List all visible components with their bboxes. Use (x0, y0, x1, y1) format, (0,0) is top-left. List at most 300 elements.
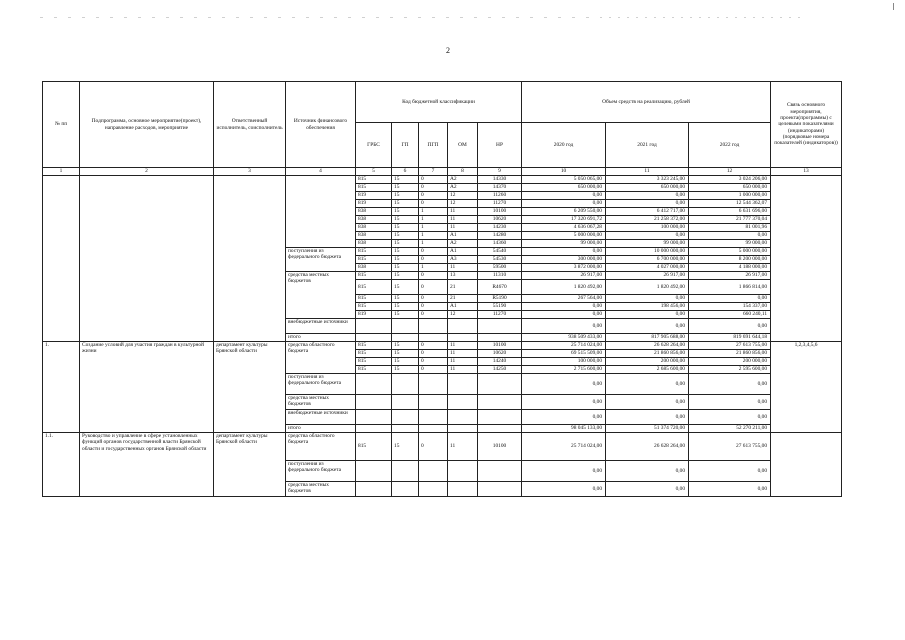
nr-cell: 14230 (478, 224, 522, 232)
table-header-row (43, 82, 842, 123)
empty-code-cell (448, 319, 478, 334)
header-executor: Ответственный исполнитель, соисполнитель (214, 82, 286, 168)
grbs-cell: 838 (356, 208, 392, 216)
empty-code-cell (419, 410, 448, 425)
amount-2020: 0,00 (522, 461, 606, 482)
amount-2020: 0,00 (522, 303, 606, 311)
amount-2021: 0,00 (606, 295, 689, 303)
nr-cell: 10620 (478, 216, 522, 224)
budget-table (42, 81, 842, 497)
nr-cell: R5190 (478, 295, 522, 303)
empty-code-cell (356, 319, 392, 334)
pgp-cell: 0 (419, 295, 448, 303)
empty-code-cell (419, 482, 448, 497)
om-cell: 13 (448, 272, 478, 280)
grbs-cell: 819 (356, 200, 392, 208)
grbs-cell: 819 (356, 192, 392, 200)
amount-2020: 100 000,00 (522, 358, 606, 366)
om-cell: А2 (448, 184, 478, 192)
empty-code-cell (478, 482, 522, 497)
header-code: ПГП (419, 123, 448, 168)
header-year: 2021 год (606, 123, 689, 168)
om-cell: А2 (448, 176, 478, 184)
pgp-cell: 0 (419, 192, 448, 200)
source-regional: средства областного бюджета (286, 433, 356, 461)
amount-2020: 0,00 (522, 374, 606, 395)
amount-2021: 2 685 600,00 (606, 366, 689, 374)
empty-code-cell (356, 425, 392, 433)
nr-cell: 54530 (478, 256, 522, 264)
empty-code-cell (448, 482, 478, 497)
empty-code-cell (478, 319, 522, 334)
empty-code-cell (356, 374, 392, 395)
amount-2022: 0,00 (689, 295, 771, 303)
empty-code-cell (419, 425, 448, 433)
empty-code-cell (419, 395, 448, 410)
pgp-cell: 0 (419, 184, 448, 192)
nr-cell: 14240 (478, 358, 522, 366)
header-link: Связь основного мероприятия, проекта(программы) с целевыми показателями (индикаторами) (порядковые номера показателей (индикаторов)) (771, 82, 842, 168)
amount-2021: 21 860 856,00 (606, 350, 689, 358)
amount-2021: 10 000 000,00 (606, 248, 689, 256)
amount-2022: 0,00 (689, 374, 771, 395)
program-cell: Создание условий для участия граждан в культурной жизни (80, 342, 214, 433)
amount-2022: 5 000 000,00 (689, 248, 771, 256)
amount-2020: 300 000,00 (522, 256, 606, 264)
amount-2021: 1 820 492,00 (606, 280, 689, 295)
grbs-cell: 815 (356, 272, 392, 280)
amount-2022: 0,00 (689, 482, 771, 497)
col-number: 8 (448, 168, 478, 176)
empty-code-cell (356, 482, 392, 497)
amount-2021: 26 628 264,00 (606, 433, 689, 461)
om-cell: 11 (448, 208, 478, 216)
source-offbudget: внебюджетные источники (286, 410, 356, 425)
grbs-cell: 815 (356, 256, 392, 264)
empty-code-cell (478, 334, 522, 342)
amount-2022: 12 544 362,07 (689, 200, 771, 208)
nr-cell: 11310 (478, 272, 522, 280)
col-number: 3 (214, 168, 286, 176)
amount-2020: 2 715 600,00 (522, 366, 606, 374)
amount-2020: 0,00 (522, 410, 606, 425)
empty-code-cell (478, 374, 522, 395)
empty-code-cell (392, 425, 419, 433)
amount-2022: 154 337,00 (689, 303, 771, 311)
empty-code-cell (392, 482, 419, 497)
col-number: 5 (356, 168, 392, 176)
source-local: средства местных бюджетов (286, 482, 356, 497)
amount-2022: 52 270 211,00 (689, 425, 771, 433)
amount-2021: 650 000,00 (606, 184, 689, 192)
amount-2021: 0,00 (606, 374, 689, 395)
col-number: 4 (286, 168, 356, 176)
gp-cell: 15 (392, 350, 419, 358)
header-year: 2022 год (689, 123, 771, 168)
gp-cell: 15 (392, 184, 419, 192)
nr-cell: 11260 (478, 192, 522, 200)
amount-2021: 0,00 (606, 395, 689, 410)
source-regional: средства областного бюджета (286, 342, 356, 374)
no-cell: 1.1. (43, 433, 80, 497)
pgp-cell: 0 (419, 303, 448, 311)
nr-cell: 10100 (478, 342, 522, 350)
amount-2022: 8 200 000,00 (689, 256, 771, 264)
link-cell: 1,2,3,4,5,6 (771, 342, 842, 433)
om-cell: 11 (448, 224, 478, 232)
amount-2020: 0,00 (522, 311, 606, 319)
nr-cell: 10100 (478, 208, 522, 216)
gp-cell: 15 (392, 342, 419, 350)
amount-2020: 267 564,00 (522, 295, 606, 303)
amount-2021: 100 000,00 (606, 224, 689, 232)
pgp-cell: 0 (419, 366, 448, 374)
block-c (43, 433, 842, 497)
amount-2021: 0,00 (606, 319, 689, 334)
gp-cell: 15 (392, 366, 419, 374)
pgp-cell: 1 (419, 224, 448, 232)
grbs-cell: 815 (356, 295, 392, 303)
amount-2021: 198 456,00 (606, 303, 689, 311)
pgp-cell: 0 (419, 433, 448, 461)
amount-2020: 3 872 000,00 (522, 264, 606, 272)
empty-code-cell (478, 395, 522, 410)
gp-cell: 15 (392, 256, 419, 264)
gp-cell: 15 (392, 192, 419, 200)
nr-cell: 14370 (478, 184, 522, 192)
om-cell: 21 (448, 295, 478, 303)
gp-cell: 15 (392, 358, 419, 366)
om-cell: 21 (448, 280, 478, 295)
pgp-cell: 0 (419, 350, 448, 358)
gp-cell: 15 (392, 433, 419, 461)
amount-2022: 0,00 (689, 319, 771, 334)
pgp-cell: 0 (419, 280, 448, 295)
nr-cell: 14330 (478, 176, 522, 184)
no-cell (43, 176, 80, 342)
om-cell: 12 (448, 192, 478, 200)
amount-2021: 26 628 264,00 (606, 342, 689, 350)
om-cell: 11 (448, 216, 478, 224)
nr-cell: 54540 (478, 248, 522, 256)
empty-code-cell (356, 461, 392, 482)
amount-2022: 26 917,00 (689, 272, 771, 280)
header-source: Источник финансового обеспечения (286, 82, 356, 168)
grbs-cell: 815 (356, 176, 392, 184)
grbs-cell: 838 (356, 216, 392, 224)
no-cell: 1. (43, 342, 80, 433)
amount-2022: 650 000,00 (689, 184, 771, 192)
block-b (43, 342, 842, 433)
pgp-cell: 1 (419, 264, 448, 272)
empty-code-cell (448, 334, 478, 342)
empty-code-cell (448, 410, 478, 425)
amount-2020: 0,00 (522, 200, 606, 208)
program-cell (80, 176, 214, 342)
amount-2021: 0,00 (606, 461, 689, 482)
source-local: средства местных бюджетов (286, 272, 356, 319)
empty-code-cell (478, 410, 522, 425)
nr-cell: 11270 (478, 311, 522, 319)
empty-code-cell (419, 334, 448, 342)
amount-2021: 26 917,00 (606, 272, 689, 280)
amount-2022: 27 613 755,00 (689, 342, 771, 350)
column-numbers-row (43, 168, 842, 176)
gp-cell: 15 (392, 200, 419, 208)
amount-2021: 0,00 (606, 410, 689, 425)
om-cell: 11 (448, 358, 478, 366)
grbs-cell: 815 (356, 433, 392, 461)
empty-code-cell (419, 319, 448, 334)
empty-code-cell (392, 461, 419, 482)
grbs-cell: 815 (356, 350, 392, 358)
gp-cell: 15 (392, 176, 419, 184)
amount-2020: 6 209 550,00 (522, 208, 606, 216)
grbs-cell: 815 (356, 280, 392, 295)
amount-2020: 0,00 (522, 482, 606, 497)
grbs-cell: 838 (356, 240, 392, 248)
amount-2022: 1 866 814,00 (689, 280, 771, 295)
header-code: ГРБС (356, 123, 392, 168)
gp-cell: 15 (392, 295, 419, 303)
amount-2021: 6 700 000,00 (606, 256, 689, 264)
nr-cell: 59500 (478, 264, 522, 272)
amount-2021: 0,00 (606, 232, 689, 240)
col-number: 12 (689, 168, 771, 176)
gp-cell: 15 (392, 303, 419, 311)
empty-code-cell (392, 334, 419, 342)
amount-2020: 25 714 024,00 (522, 433, 606, 461)
amount-2020: 26 917,00 (522, 272, 606, 280)
table-row (43, 176, 842, 184)
amount-2020: 69 515 509,00 (522, 350, 606, 358)
col-number: 11 (606, 168, 689, 176)
col-number: 1 (43, 168, 80, 176)
col-number: 9 (478, 168, 522, 176)
empty-code-cell (356, 334, 392, 342)
gp-cell: 15 (392, 232, 419, 240)
om-cell: А1 (448, 232, 478, 240)
amount-2022: 27 613 755,00 (689, 433, 771, 461)
om-cell: 11 (448, 366, 478, 374)
pgp-cell: 0 (419, 248, 448, 256)
amount-2022: 200 000,00 (689, 358, 771, 366)
amount-2022: 0,00 (689, 232, 771, 240)
table-row (43, 342, 842, 350)
grbs-cell: 838 (356, 224, 392, 232)
amount-2020: 1 820 492,00 (522, 280, 606, 295)
empty-code-cell (419, 374, 448, 395)
amount-2020: 0,00 (522, 395, 606, 410)
amount-2021: 0,00 (606, 482, 689, 497)
amount-2022: 819 691 644,18 (689, 334, 771, 342)
executor-cell (214, 176, 286, 342)
nr-cell: 11270 (478, 200, 522, 208)
pgp-cell: 1 (419, 216, 448, 224)
om-cell: 11 (448, 350, 478, 358)
col-number: 10 (522, 168, 606, 176)
col-number: 13 (771, 168, 842, 176)
link-cell (771, 433, 842, 497)
executor-cell: департамент культуры Брянской области (214, 342, 286, 433)
table-row (43, 433, 842, 461)
om-cell: 11 (448, 342, 478, 350)
source-cell (286, 176, 356, 248)
om-cell: 12 (448, 200, 478, 208)
empty-code-cell (356, 410, 392, 425)
om-cell: А1 (448, 248, 478, 256)
empty-code-cell (392, 410, 419, 425)
header-codes-group: Код бюджетной классификации (356, 82, 522, 123)
grbs-cell: 815 (356, 184, 392, 192)
amount-2021: 51 374 720,00 (606, 425, 689, 433)
amount-2021: 0,00 (606, 311, 689, 319)
nr-cell: 10100 (478, 433, 522, 461)
executor-cell: департамент культуры Брянской области (214, 433, 286, 497)
amount-2021: 4 027 000,00 (606, 264, 689, 272)
col-number: 6 (392, 168, 419, 176)
nr-cell: 14360 (478, 240, 522, 248)
pgp-cell: 1 (419, 232, 448, 240)
empty-code-cell (356, 395, 392, 410)
scan-mark (893, 3, 894, 10)
grbs-cell: 815 (356, 303, 392, 311)
empty-code-cell (448, 395, 478, 410)
grbs-cell: 819 (356, 311, 392, 319)
pgp-cell: 0 (419, 358, 448, 366)
amount-2020: 0,00 (522, 248, 606, 256)
nr-cell: 55190 (478, 303, 522, 311)
grbs-cell: 838 (356, 232, 392, 240)
pgp-cell: 0 (419, 342, 448, 350)
amount-2021: 3 323 245,00 (606, 176, 689, 184)
nr-cell: 10620 (478, 350, 522, 358)
om-cell: А3 (448, 256, 478, 264)
nr-cell: R4670 (478, 280, 522, 295)
grbs-cell: 815 (356, 366, 392, 374)
amount-2021: 99 000,00 (606, 240, 689, 248)
empty-code-cell (392, 374, 419, 395)
source-federal: поступления из федерального бюджета (286, 461, 356, 482)
om-cell: 11 (448, 433, 478, 461)
source-federal: поступления из федерального бюджета (286, 374, 356, 395)
amount-2022: 3 024 206,00 (689, 176, 771, 184)
gp-cell: 15 (392, 240, 419, 248)
header-program: Подпрограмма, основное мероприятие(проект), направление расходов, мероприятие (80, 82, 214, 168)
amount-2021: 200 000,00 (606, 358, 689, 366)
om-cell: 12 (448, 311, 478, 319)
amount-2020: 650 000,00 (522, 184, 606, 192)
empty-code-cell (448, 461, 478, 482)
empty-code-cell (419, 461, 448, 482)
header-amounts-group: Объем средств на реализацию, рублей (522, 82, 771, 123)
amount-2021: 6 412 717,00 (606, 208, 689, 216)
link-cell (771, 176, 842, 342)
amount-2022: 6 631 696,00 (689, 208, 771, 216)
amount-2022: 0,00 (689, 410, 771, 425)
gp-cell: 15 (392, 224, 419, 232)
gp-cell: 15 (392, 208, 419, 216)
amount-2021: 21 258 372,00 (606, 216, 689, 224)
empty-code-cell (448, 425, 478, 433)
gp-cell: 15 (392, 280, 419, 295)
pgp-cell: 0 (419, 256, 448, 264)
amount-2022: 99 000,00 (689, 240, 771, 248)
gp-cell: 15 (392, 272, 419, 280)
header-code: ГП (392, 123, 419, 168)
amount-2020: 0,00 (522, 192, 606, 200)
amount-2020: 0,00 (522, 319, 606, 334)
amount-2021: 817 905 688,00 (606, 334, 689, 342)
page-number: 2 (446, 46, 450, 55)
amount-2020: 5 050 065,00 (522, 176, 606, 184)
grbs-cell: 815 (356, 342, 392, 350)
amount-2020: 98 045 133,00 (522, 425, 606, 433)
gp-cell: 15 (392, 311, 419, 319)
source-total: итого (286, 425, 356, 433)
source-total: итого (286, 334, 356, 342)
pgp-cell: 1 (419, 208, 448, 216)
empty-code-cell (448, 374, 478, 395)
om-cell: 11 (448, 264, 478, 272)
amount-2022: 0,00 (689, 395, 771, 410)
empty-code-cell (478, 461, 522, 482)
nr-cell: 14250 (478, 366, 522, 374)
empty-code-cell (392, 319, 419, 334)
gp-cell: 15 (392, 248, 419, 256)
col-number: 2 (80, 168, 214, 176)
pgp-cell: 0 (419, 200, 448, 208)
pgp-cell: 0 (419, 272, 448, 280)
grbs-cell: 815 (356, 248, 392, 256)
col-number: 7 (419, 168, 448, 176)
block-a (43, 176, 842, 342)
gp-cell: 15 (392, 264, 419, 272)
amount-2022: 21 860 856,00 (689, 350, 771, 358)
grbs-cell: 838 (356, 264, 392, 272)
amount-2022: 4 188 000,00 (689, 264, 771, 272)
pgp-cell: 0 (419, 311, 448, 319)
nr-cell: 14280 (478, 232, 522, 240)
source-offbudget: внебюджетные источники (286, 319, 356, 334)
grbs-cell: 815 (356, 358, 392, 366)
empty-code-cell (392, 395, 419, 410)
amount-2020: 938 509 433,00 (522, 334, 606, 342)
scan-dots (40, 17, 600, 18)
amount-2020: 17 320 691,72 (522, 216, 606, 224)
amount-2022: 81 001,96 (689, 224, 771, 232)
pgp-cell: 0 (419, 176, 448, 184)
header-year: 2020 год (522, 123, 606, 168)
amount-2022: 2 595 600,00 (689, 366, 771, 374)
amount-2022: 21 777 370,04 (689, 216, 771, 224)
amount-2020: 5 000 000,00 (522, 232, 606, 240)
empty-code-cell (478, 425, 522, 433)
amount-2020: 4 636 067,28 (522, 224, 606, 232)
amount-2022: 1 000 000,00 (689, 192, 771, 200)
amount-2021: 0,00 (606, 192, 689, 200)
gp-cell: 15 (392, 216, 419, 224)
om-cell: А1 (448, 303, 478, 311)
header-no: № пп (43, 82, 80, 168)
amount-2022: 660 240,11 (689, 311, 771, 319)
pgp-cell: 1 (419, 240, 448, 248)
program-cell: Руководство и управление в сфере установленных функций органов государственной власти Брянской области и государственных органов Брянской области (80, 433, 214, 497)
amount-2022: 0,00 (689, 461, 771, 482)
header-code: НР (478, 123, 522, 168)
source-local: средства местных бюджетов (286, 395, 356, 410)
amount-2020: 25 714 024,00 (522, 342, 606, 350)
